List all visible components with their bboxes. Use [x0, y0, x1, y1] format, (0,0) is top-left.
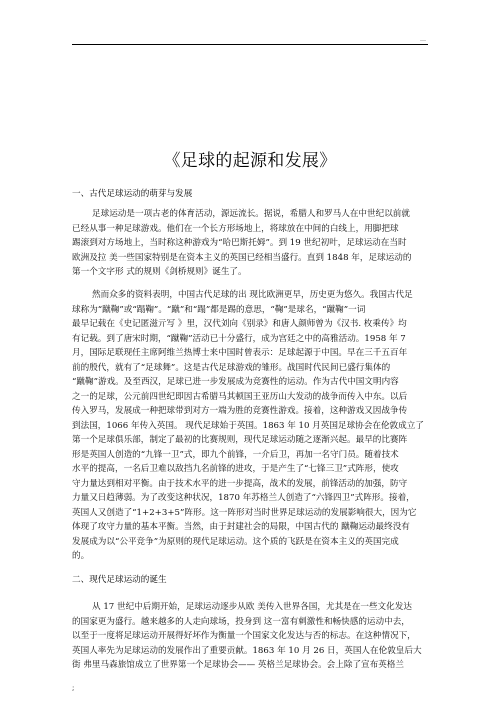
paragraph-line: 英国人又创造了“1+2+3+5”阵形。这一阵形对当时世界足球运动的发展影响很大，因为它 [72, 507, 417, 518]
paragraph-3 [72, 600, 432, 673]
paragraph-line: 然而众多的资料表明，中国古代足球的出 现比欧洲更早，历史更为悠久。我国古代足 [92, 290, 413, 300]
paragraph-line: 第一个文字形 式的规则《剑桥规则》诞生了。 [72, 267, 247, 277]
paragraph-line: 的国家更为盛行。越来越多的人走向球场，投身到 这一富有刺激性和畅快感的运动中去， [72, 616, 410, 627]
paragraph-line: 的。 [72, 551, 90, 561]
paragraph-line: 欧洲及拉 美一些国家特别是在资本主义的英国已经相当盛行。直到 1848 年，足球运动的 [72, 252, 412, 263]
paragraph-line: 有记载。到了唐宋时期，“蹴鞠”活动已十分盛行，成为宫廷之中的高雅活动。1958 年 7 [72, 333, 406, 344]
paragraph-line: 力量又日趋薄弱。为了改变这种状况，1870 年苏格兰人创造了“六锋四卫”式阵形。接着， [72, 493, 415, 503]
section-heading-1: 一、古代足球运动的萌芽与发展 [72, 189, 193, 199]
paragraph-line: 第一个足球俱乐部，制定了最初的比赛规则，现代足球运动随之逐渐兴起。最早的比赛阵 [72, 435, 408, 445]
paragraph-line: “蹴鞠”游戏。及至西汉，足球已进一步发展成为竞赛性的运动。作为古代中国文明内容 [72, 377, 399, 387]
footer-mark: ; [72, 684, 75, 692]
paragraph-line: 之一的足球，公元前四世纪即因古希腊马其顿国王亚历山大发动的战争而传入中东。以后 [72, 391, 408, 402]
paragraph-line: 形是英国人创造的“九锋一卫”式，即九个前锋，一介后卫，再加一名守门员。随着技术 [72, 449, 399, 460]
paragraph-line: 最早记载在《史记匿滋亓写 》里，汉代刘向《别录》和唐人颜师曾为《汉书. 枚乘传》均 [72, 319, 407, 329]
header-mark: … [420, 36, 426, 43]
page-title: 《足球的起源和发展》 [163, 151, 337, 171]
paragraph-line: 守力量达到相对平衡。由于技术水平的进一步提高，战术的发展，前锋活动的加强，防守 [72, 478, 408, 489]
paragraph-line: 发展成为以“公平竞争”为原则的现代足球运动。这个质的飞跃是在资本主义的英国完成 [72, 536, 399, 547]
paragraph-line: 前的殷代，就有了“足球舞”。这是古代足球游戏的雏形。战国时代民间已盛行集体的 [72, 362, 391, 373]
paragraph-line: 传入罗马，发展成一种把球带到对方一端为胜的竞赛性游戏。接着，这种游戏又因战争传 [72, 406, 408, 416]
paragraph-line: 踢滚到对方场地上，当时称这种游戏为“哈巴斯托姆”。到 19 世纪初叶，足球运动在当时 [72, 238, 407, 248]
paragraph-2 [72, 288, 432, 564]
paragraph-line: 以至于一度将足球运动开展得好坏作为衡量一个国家文化发达与否的标志。在这种情况下， [72, 631, 416, 641]
section-heading-2: 二、现代足球运动的诞生 [72, 575, 167, 585]
paragraph-line: 到法国，1066 年传入英国。 现代足球始于英国。1863 年 10 月英国足球协会在伦敦成立了 [72, 420, 424, 431]
paragraph-line: 月，国际足联现任主席阿维兰热博士来中国时曾表示：足球起源于中国。早在三千五百年 [72, 348, 408, 358]
paragraph-1 [72, 207, 432, 280]
header-rule [72, 44, 428, 45]
paragraph-line: 街 弗里马森旅馆成立了世界第一个足球协会—— 英格兰足球协会。会上除了宣布英格兰 [72, 660, 405, 670]
paragraph-line: 体现了攻守力量的基本平衡。当然，由于封建社会的局限，中国古代的 蹴鞠运动最终没有 [72, 522, 410, 532]
paragraph-line: 从 17 世纪中后期开始，足球运动逐步从欧 美传入世界各国，尤其是在一些文化发达 [92, 602, 412, 612]
paragraph-line: 足球运动是一项古老的体育活动，源远流长。据说，希腊人和罗马人在中世纪以前就 [92, 209, 410, 219]
paragraph-line: 球称为“蹴鞠”或“蹋鞠”。“蹴”和“蹋”都是踢的意思，“鞠”是球名，“蹴鞠”一词 [72, 304, 366, 315]
paragraph-line: 已经从事一种足球游戏。他们在一个长方形场地上，将球放在中间的白线上，用脚把球 [72, 223, 399, 234]
paragraph-line: 水平的提高，一名后卫难以敌挡九名前锋的进攻，于是产生了“七锋三卫”式阵形，使攻 [72, 464, 399, 474]
paragraph-line: 英国人率先为足球运动的发展作出了重要贡献。1863 年 10 月 26 日，英国人在伦敦皇后大 [72, 645, 422, 656]
